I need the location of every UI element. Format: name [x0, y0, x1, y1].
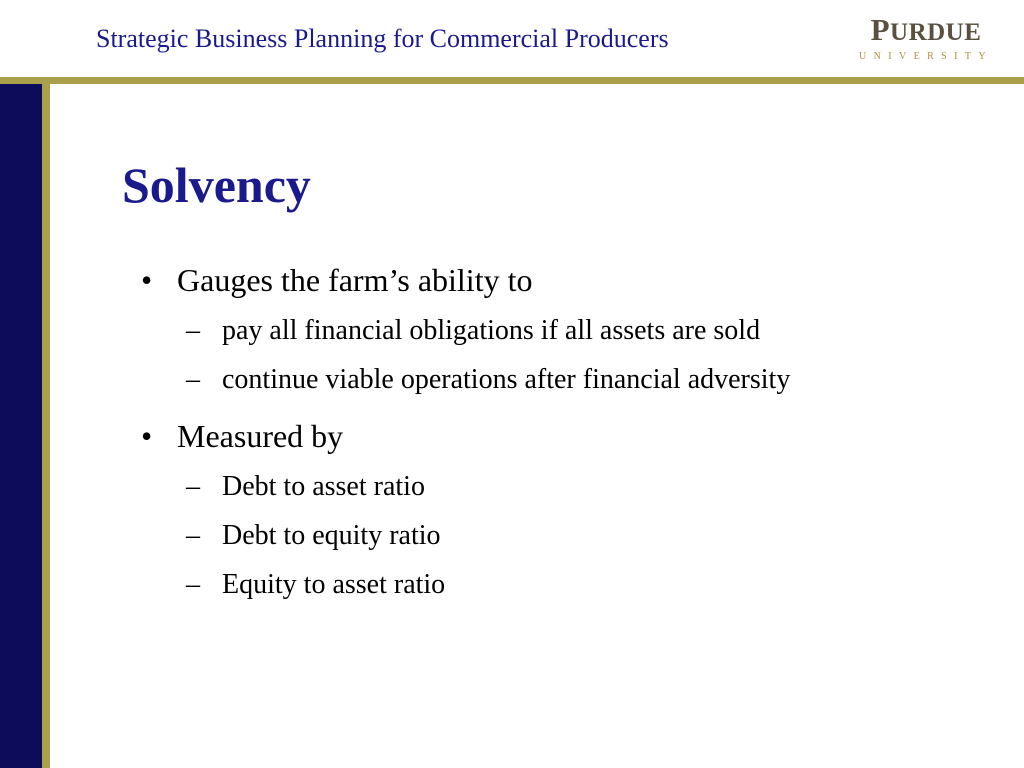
bullet-marker: • [141, 262, 153, 298]
sub-bullet-marker: – [186, 520, 200, 551]
sub-bullet-marker: – [186, 471, 200, 502]
sub-bullet-marker: – [186, 569, 200, 600]
sub-bullet-marker: – [186, 315, 200, 346]
slide-title: Solvency [122, 157, 311, 213]
sub-bullet-text: continue viable operations after financial adversity [222, 364, 791, 395]
sub-bullet-text: Debt to asset ratio [222, 471, 425, 502]
logo-subtitle: UNIVERSITY [859, 51, 993, 62]
sub-bullet-text: Equity to asset ratio [222, 569, 446, 600]
sub-bullet-item [186, 568, 446, 602]
sub-bullet-item [186, 314, 761, 348]
sub-bullet-item [186, 519, 441, 553]
bullet-item [141, 261, 533, 299]
bullet-text: Measured by [177, 418, 344, 454]
bullet-item [141, 417, 344, 455]
sub-bullet-text: Debt to equity ratio [222, 520, 441, 551]
sub-bullet-item [186, 363, 791, 397]
header-title: Strategic Business Planning for Commercial Producers [96, 24, 669, 53]
sub-bullet-marker: – [186, 364, 200, 395]
bullet-marker: • [141, 418, 153, 454]
bullet-text: Gauges the farm’s ability to [177, 262, 533, 298]
logo-initial: P [870, 12, 891, 47]
sub-bullet-text: pay all financial obligations if all assets are sold [222, 315, 761, 346]
sub-bullet-item [186, 470, 425, 504]
logo-rest: URDUE [890, 19, 982, 46]
